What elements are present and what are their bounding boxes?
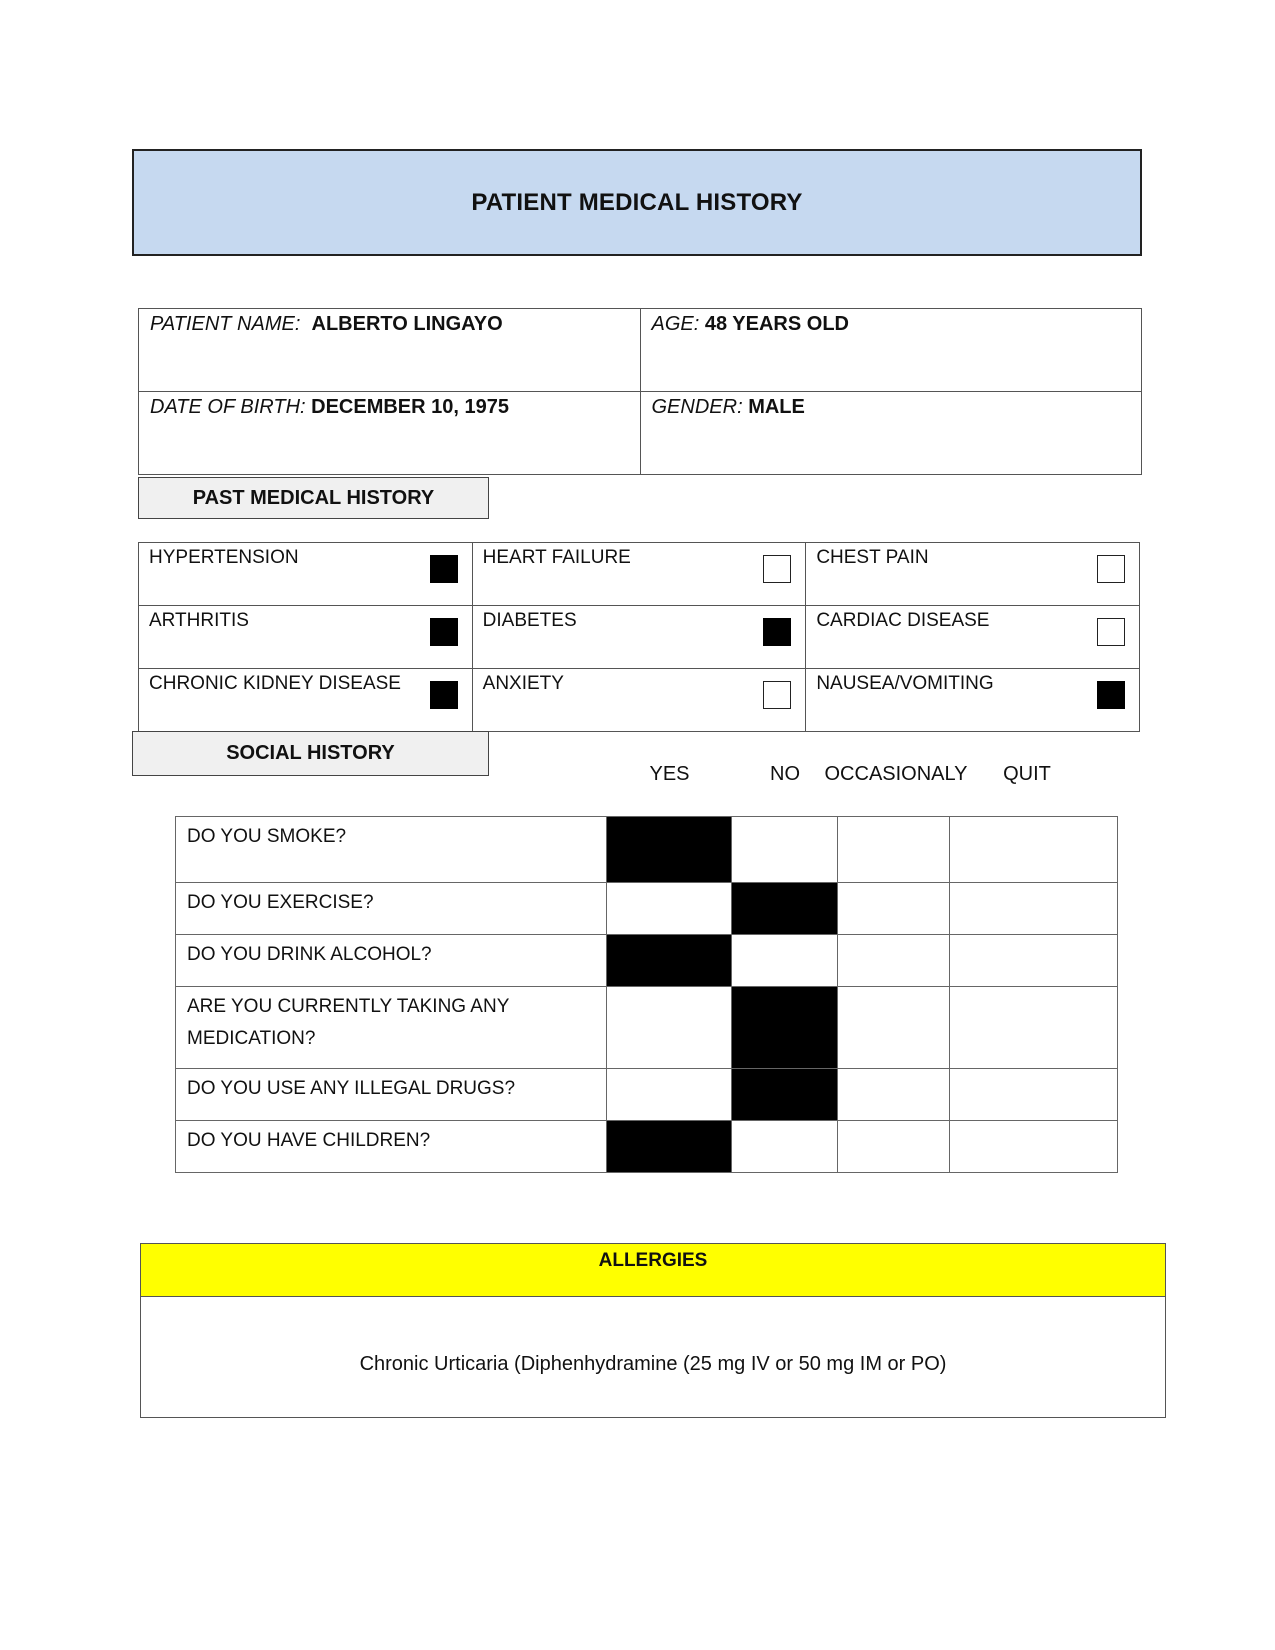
answer-cell-no[interactable] — [732, 935, 838, 987]
answer-cell-occasionaly[interactable] — [838, 935, 950, 987]
pmh-item-label: DIABETES — [482, 610, 577, 631]
column-header-occasionaly: OCCASIONALY — [824, 763, 968, 785]
answer-cell-occasionaly[interactable] — [838, 987, 950, 1069]
checkbox-nausea-vomiting[interactable] — [1097, 681, 1125, 709]
checkbox-chest-pain[interactable] — [1097, 555, 1125, 583]
answer-cell-occasionaly[interactable] — [838, 1121, 950, 1173]
patient-info-table — [138, 308, 1142, 475]
social-question: DO YOU DRINK ALCOHOL? — [176, 935, 607, 987]
answer-cell-occasionaly[interactable] — [838, 817, 950, 883]
answer-cell-quit[interactable] — [950, 883, 1118, 935]
social-row — [176, 817, 1118, 883]
answer-cell-quit[interactable] — [950, 987, 1118, 1069]
social-history-label: SOCIAL HISTORY — [132, 731, 489, 776]
checkbox-heart-failure[interactable] — [763, 555, 791, 583]
column-header-no: NO — [770, 763, 800, 785]
answer-cell-no[interactable] — [732, 987, 838, 1069]
answer-cell-yes[interactable] — [607, 817, 732, 883]
social-question: DO YOU HAVE CHILDREN? — [176, 1121, 607, 1173]
answer-cell-no[interactable] — [732, 1121, 838, 1173]
pmh-item-label: ARTHRITIS — [149, 610, 249, 631]
patient-gender-cell — [640, 392, 1142, 475]
answer-cell-quit[interactable] — [950, 935, 1118, 987]
social-history-table — [175, 816, 1118, 1173]
social-row — [176, 883, 1118, 935]
pmh-item-label: NAUSEA/VOMITING — [816, 673, 994, 694]
pmh-row — [139, 606, 1140, 669]
patient-name-value: ALBERTO LINGAYO — [311, 313, 503, 335]
social-question: ARE YOU CURRENTLY TAKING ANY MEDICATION? — [176, 987, 607, 1069]
pmh-item-diabetes — [472, 606, 806, 669]
pmh-item-label: HYPERTENSION — [149, 547, 299, 568]
social-question: DO YOU EXERCISE? — [176, 883, 607, 935]
pmh-row — [139, 669, 1140, 732]
social-row — [176, 1069, 1118, 1121]
checkbox-cardiac-disease[interactable] — [1097, 618, 1125, 646]
social-row — [176, 987, 1118, 1069]
pmh-item-anxiety — [472, 669, 806, 732]
checkbox-arthritis[interactable] — [430, 618, 458, 646]
patient-dob-label: DATE OF BIRTH: — [150, 396, 306, 418]
pmh-item-chest-pain — [806, 543, 1140, 606]
pmh-item-label: HEART FAILURE — [482, 547, 631, 568]
answer-cell-yes[interactable] — [607, 1121, 732, 1173]
answer-cell-quit[interactable] — [950, 1069, 1118, 1121]
pmh-item-label: ANXIETY — [482, 673, 564, 694]
page-title: PATIENT MEDICAL HISTORY — [132, 149, 1142, 256]
patient-dob-value: DECEMBER 10, 1975 — [311, 396, 510, 418]
pmh-item-nausea-vomiting — [806, 669, 1140, 732]
pmh-item-hypertension — [139, 543, 473, 606]
answer-cell-no[interactable] — [732, 817, 838, 883]
patient-gender-value: MALE — [748, 396, 805, 418]
patient-age-cell — [640, 309, 1142, 392]
patient-age-label: AGE: — [651, 313, 700, 335]
social-row — [176, 1121, 1118, 1173]
column-header-yes: YES — [649, 763, 690, 785]
patient-name-cell — [139, 309, 641, 392]
allergies-header: ALLERGIES — [140, 1243, 1166, 1297]
answer-cell-quit[interactable] — [950, 1121, 1118, 1173]
pmh-item-label: CHEST PAIN — [816, 547, 929, 568]
checkbox-diabetes[interactable] — [763, 618, 791, 646]
past-medical-history-label: PAST MEDICAL HISTORY — [138, 477, 489, 519]
answer-cell-no[interactable] — [732, 883, 838, 935]
answer-cell-yes[interactable] — [607, 935, 732, 987]
pmh-item-heart-failure — [472, 543, 806, 606]
allergies-content: Chronic Urticaria (Diphenhydramine (25 mg IV or 50 mg IM or PO) — [140, 1297, 1166, 1418]
pmh-row — [139, 543, 1140, 606]
answer-cell-yes[interactable] — [607, 883, 732, 935]
patient-gender-label: GENDER: — [651, 396, 743, 418]
social-question: DO YOU USE ANY ILLEGAL DRUGS? — [176, 1069, 607, 1121]
social-question: DO YOU SMOKE? — [176, 817, 607, 883]
past-medical-history-table — [138, 542, 1140, 732]
patient-name-label: PATIENT NAME: — [150, 313, 301, 335]
answer-cell-occasionaly[interactable] — [838, 883, 950, 935]
checkbox-hypertension[interactable] — [430, 555, 458, 583]
pmh-item-arthritis — [139, 606, 473, 669]
answer-cell-no[interactable] — [732, 1069, 838, 1121]
answer-cell-quit[interactable] — [950, 817, 1118, 883]
answer-cell-yes[interactable] — [607, 987, 732, 1069]
patient-age-value: 48 YEARS OLD — [704, 313, 849, 335]
pmh-item-cardiac-disease — [806, 606, 1140, 669]
answer-cell-occasionaly[interactable] — [838, 1069, 950, 1121]
pmh-item-chronic-kidney-disease — [139, 669, 473, 732]
patient-dob-cell — [139, 392, 641, 475]
answer-cell-yes[interactable] — [607, 1069, 732, 1121]
checkbox-chronic-kidney-disease[interactable] — [430, 681, 458, 709]
pmh-item-label: CHRONIC KIDNEY DISEASE — [149, 673, 401, 694]
checkbox-anxiety[interactable] — [763, 681, 791, 709]
column-header-quit: QUIT — [1003, 763, 1051, 785]
pmh-item-label: CARDIAC DISEASE — [816, 610, 990, 631]
social-row — [176, 935, 1118, 987]
